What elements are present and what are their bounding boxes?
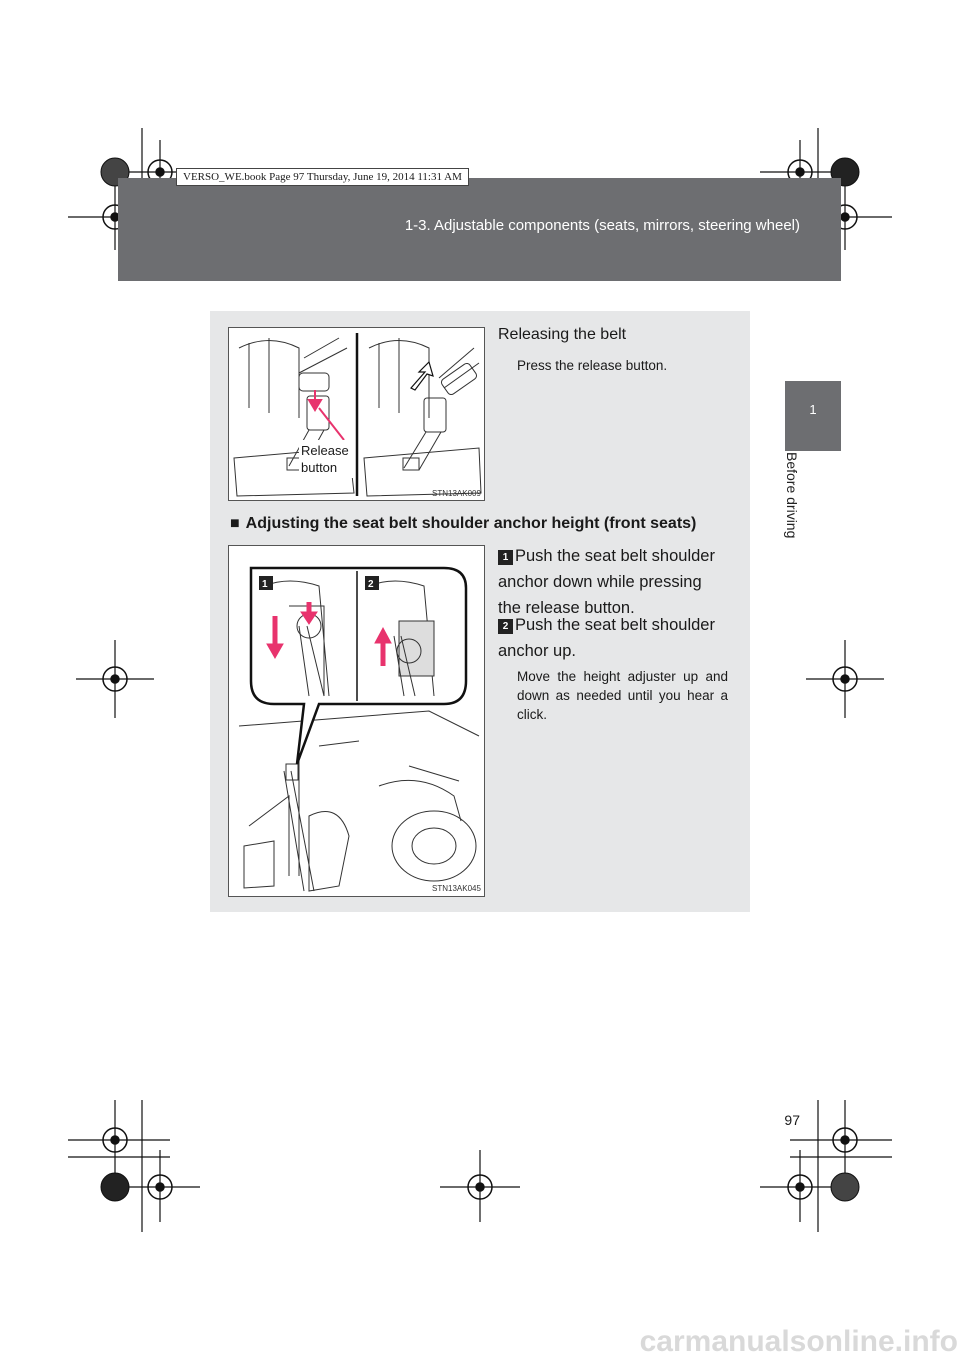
- book-stamp: VERSO_WE.book Page 97 Thursday, June 19, 2014 11:31 AM: [176, 168, 469, 186]
- chapter-number: 1: [809, 402, 817, 417]
- figure-badge-1: 1: [262, 579, 268, 590]
- release-heading: Releasing the belt: [498, 326, 627, 343]
- shoulder-anchor-illustration: [229, 546, 484, 896]
- step-2-text: Push the seat belt shoulder anchor up.: [498, 616, 715, 660]
- release-button-label: [301, 442, 349, 476]
- section-title: 1-3. Adjustable components (seats, mirrors, steering wheel): [404, 217, 800, 234]
- step-1-text: Push the seat belt shoulder anchor down while pressing the release button.: [498, 547, 715, 617]
- step-badge-1: 1: [498, 550, 513, 565]
- watermark: [0, 1325, 960, 1358]
- release-belt-illustration: [229, 328, 484, 500]
- anchor-heading: [230, 515, 696, 533]
- release-belt-figure: [228, 327, 485, 501]
- release-instruction: Press the release button.: [517, 358, 668, 373]
- square-bullet-icon: ■: [230, 515, 240, 532]
- release-label-line1: Release: [301, 443, 349, 458]
- shoulder-anchor-figure: [228, 545, 485, 897]
- page-number: 97: [784, 1112, 800, 1128]
- step-badge-2: 2: [498, 619, 513, 634]
- anchor-heading-text: Adjusting the seat belt shoulder anchor height (front seats): [245, 515, 697, 532]
- anchor-note: Move the height adjuster up and down as needed until you hear a click.: [517, 669, 728, 722]
- figure-code-release: STN13AK009: [432, 489, 481, 498]
- chapter-name: Before driving: [784, 452, 800, 539]
- figure-badge-2: 2: [368, 579, 374, 590]
- figure-code-anchor: STN13AK045: [432, 884, 481, 893]
- release-label-line2: button: [301, 460, 338, 475]
- step-2: [498, 612, 728, 664]
- watermark-text: carmanualsonline.info: [639, 1325, 958, 1358]
- step-1: [498, 543, 728, 621]
